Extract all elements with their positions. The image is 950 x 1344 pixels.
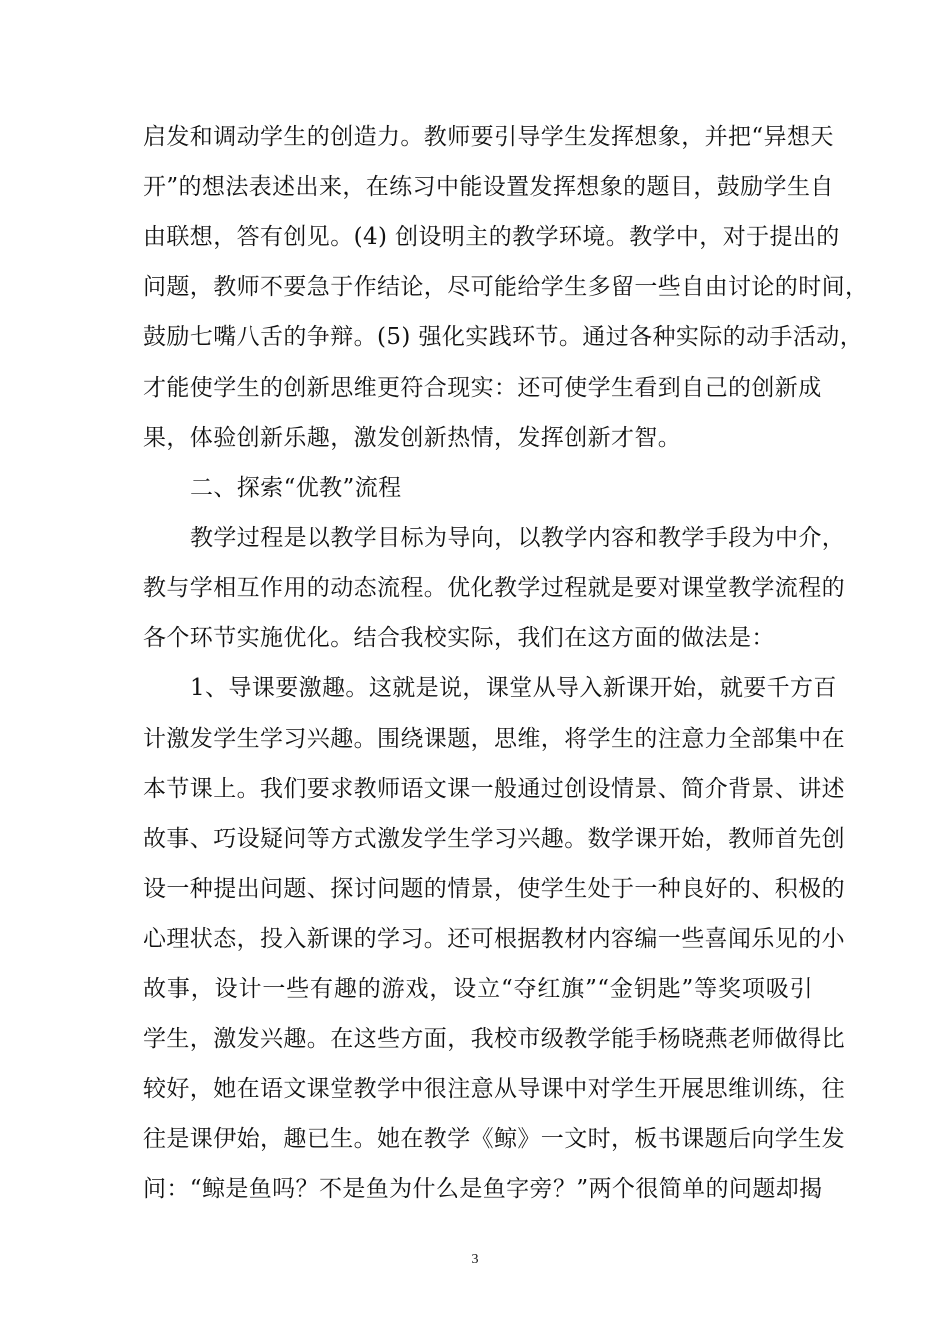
body-line-9: 教学过程是以教学目标为导向，以教学内容和教学手段为中介， xyxy=(190,525,846,551)
body-line-22: 问：“鲸是鱼吗？不是鱼为什么是鱼字旁？”两个很简单的问题却揭 xyxy=(143,1176,823,1202)
body-line-18: 故事，设计一些有趣的游戏，设立“夺红旗”“金钥匙”等奖项吸引 xyxy=(143,976,813,1002)
body-line-7: 果，体验创新乐趣，激发创新热情，发挥创新才智。 xyxy=(143,425,682,451)
body-line-20: 较好，她在语文课堂教学中很注意从导课中对学生开展思维训练，往 xyxy=(143,1076,845,1102)
body-line-13: 计激发学生学习兴趣。围绕课题，思维，将学生的注意力全部集中在 xyxy=(143,726,845,752)
body-line-4: 问题，教师不要急于作结论，尽可能给学生多留一些自由讨论的时间， xyxy=(143,274,869,300)
body-line-12: 1、导课要激趣。这就是说，课堂从导入新课开始，就要千方百 xyxy=(190,675,837,701)
body-line-2: 开”的想法表述出来，在练习中能设置发挥想象的题目，鼓励学生自 xyxy=(143,174,834,200)
body-line-16: 设一种提出问题、探讨问题的情景，使学生处于一种良好的、积极的 xyxy=(143,876,845,902)
body-line-21: 往是课伊始，趣已生。她在教学《鲸》一文时，板书课题后向学生发 xyxy=(143,1126,845,1152)
body-line-15: 故事、巧设疑问等方式激发学生学习兴趣。数学课开始，教师首先创 xyxy=(143,826,845,852)
body-line-10: 教与学相互作用的动态流程。优化教学过程就是要对课堂教学流程的 xyxy=(143,575,845,601)
page-number: 3 xyxy=(471,1252,479,1267)
body-line-11: 各个环节实施优化。结合我校实际，我们在这方面的做法是： xyxy=(143,625,775,651)
body-line-19: 学生，激发兴趣。在这些方面，我校市级教学能手杨晓燕老师做得比 xyxy=(143,1026,845,1052)
body-line-5: 鼓励七嘴八舌的争辩。(5) 强化实践环节。通过各种实际的动手活动， xyxy=(143,324,864,350)
body-line-3: 由联想，答有创见。(4) 创设明主的教学环境。教学中，对于提出的 xyxy=(143,224,840,250)
body-line-17: 心理状态，投入新课的学习。还可根据教材内容编一些喜闻乐见的小 xyxy=(143,926,845,952)
body-line-1: 启发和调动学生的创造力。教师要引导学生发挥想象，并把“异想天 xyxy=(143,124,834,150)
body-line-6: 才能使学生的创新思维更符合现实：还可使学生看到自己的创新成 xyxy=(143,375,822,401)
body-line-14: 本节课上。我们要求教师语文课一般通过创设情景、简介背景、讲述 xyxy=(143,776,845,802)
section-heading: 二、探索“优教”流程 xyxy=(190,475,402,501)
